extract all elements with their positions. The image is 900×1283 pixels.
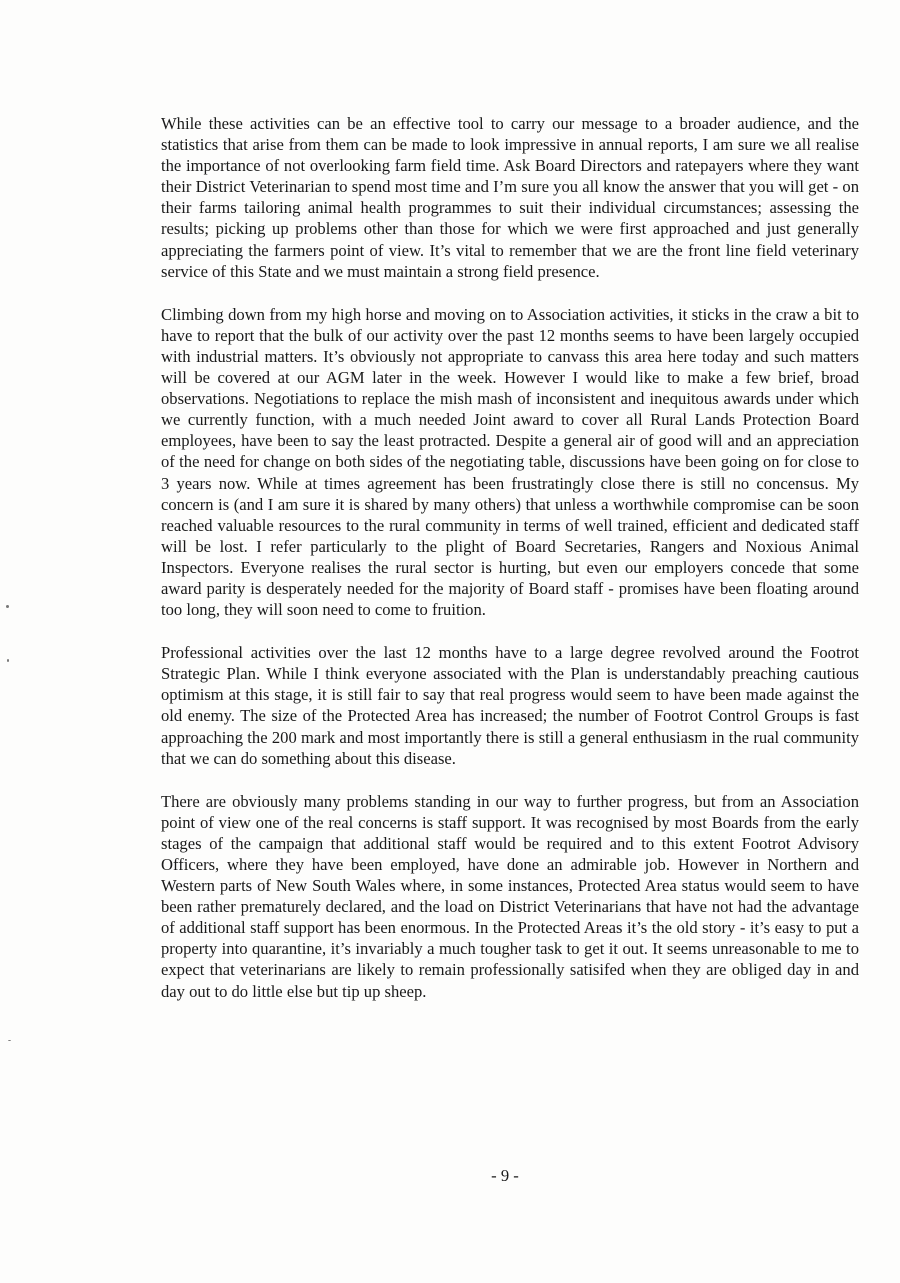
page-number: - 9 -	[491, 1166, 519, 1185]
paragraph-footrot-strategic-plan: Professional activities over the last 12 months have to a large degree revolved around the Footrot Strategic Plan. While I think everyone associated with the Plan is understandably preaching cautious optimism at this stage, it is still fair to say that real progress would seem to have been made against the old enemy. The size of the Protected Area has increased; the number of Footrot Control Groups is fast approaching the 200 mark and most importantly there is still a general enthusiasm in the rual community that we can do something about this disease.	[161, 643, 859, 768]
paragraph-association-activities: Climbing down from my high horse and moving on to Association activities, it sticks in the craw a bit to have to report that the bulk of our activity over the past 12 months seems to have been largely occupied with industrial matters. It’s obviously not appropriate to canvass this area here today and such matters will be covered at our AGM later in the week. However I would like to make a few brief, broad observations. Negotiations to replace the mish mash of inconsistent and inequitous awards under which we currently function, with a much needed Joint award to cover all Rural Lands Protection Board employees, have been to say the least protracted. Despite a general air of good will and an appreciation of the need for change on both sides of the negotiating table, discussions have been going on for close to 3 years now. While at times agreement has been frustratingly close there is still no concensus. My concern is (and I am sure it is shared by many others) that unless a worthwhile compromise can be soon reached valuable resources to the rural community in terms of well trained, efficient and dedicated staff will be lost. I refer particularly to the plight of Board Secretaries, Rangers and Noxious Animal Inspectors. Everyone realises the rural sector is hurting, but even our employers concede that some award parity is desperately needed for the majority of Board staff - promises have been floating around too long, they will soon need to come to fruition.	[161, 304, 859, 620]
body-text	[161, 113, 859, 1024]
paragraph-staff-support: There are obviously many problems standing in our way to further progress, but from an Association point of view one of the real concerns is staff support. It was recognised by most Boards from the early stages of the campaign that additional staff would be required and to this extent Footrot Advisory Officers, where they have been employed, have done an admirable job. However in Northern and Western parts of New South Wales where, in some instances, Protected Area status would seem to have been rather prematurely declared, and the load on District Veterinarians that have not had the advantage of additional staff support has been enormous. In the Protected Areas it’s the old story - it’s easy to put a property into quarantine, it’s invariably a much tougher task to get it out. It seems unreasonable to me to expect that veterinarians are likely to remain professionally satisifed when they are obliged day in and day out to do little else but tip up sheep.	[161, 791, 859, 1001]
scan-speck	[7, 659, 9, 662]
paragraph-field-time: While these activities can be an effective tool to carry our message to a broader audience, and the statistics that arise from them can be made to look impressive in annual reports, I am sure we all realise the importance of not overlooking farm field time. Ask Board Directors and ratepayers where they want their District Veterinarian to spend most time and I’m sure you all know the answer that you will get - on their farms tailoring animal health programmes to suit their individual circumstances; assessing the results; picking up problems other than those for which we were first approached and just generally appreciating the farmers point of view. It’s vital to remember that we are the front line field veterinary service of this State and we must maintain a strong field presence.	[161, 114, 859, 281]
scan-speck	[8, 1040, 11, 1041]
scan-speck	[6, 605, 9, 608]
